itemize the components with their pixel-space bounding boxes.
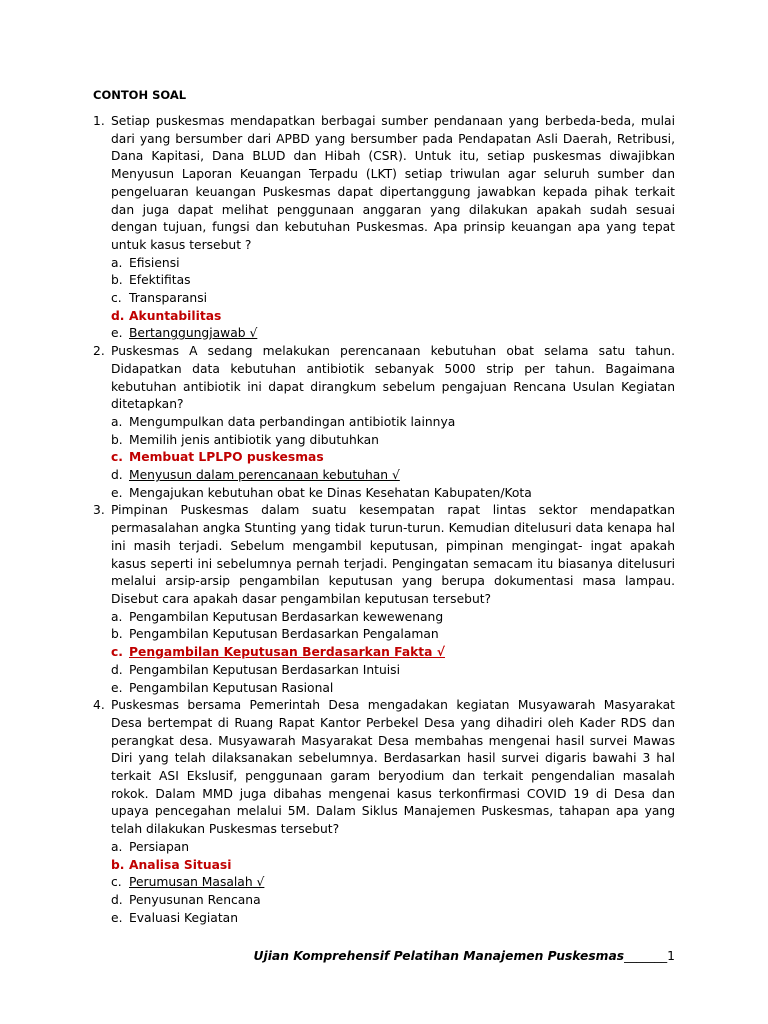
question-number: 1. bbox=[93, 114, 105, 128]
option-a bbox=[111, 839, 675, 857]
option-list bbox=[111, 255, 675, 344]
option-list bbox=[111, 414, 675, 503]
option-b bbox=[111, 626, 675, 644]
option-b bbox=[111, 272, 675, 290]
option-d-highlighted bbox=[111, 308, 675, 326]
option-letter: a. bbox=[111, 414, 123, 429]
question-4 bbox=[93, 697, 675, 927]
question-number: 3. bbox=[93, 503, 105, 518]
option-text: Transparansi bbox=[129, 291, 208, 306]
option-text: Pengambilan Keputusan Berdasarkan kewewenang bbox=[129, 609, 444, 624]
option-text: Pengambilan Keputusan Berdasarkan Pengalaman bbox=[129, 627, 439, 642]
option-letter: e. bbox=[111, 680, 123, 695]
option-text: Evaluasi Kegiatan bbox=[129, 910, 238, 925]
option-text: Penyusunan Rencana bbox=[129, 892, 261, 907]
option-text: Pengambilan Keputusan Rasional bbox=[129, 680, 334, 695]
option-d-checked bbox=[111, 467, 675, 485]
option-letter: d. bbox=[111, 892, 123, 907]
page-title: CONTOH SOAL bbox=[93, 88, 187, 102]
question-number: 4. bbox=[93, 698, 105, 713]
option-text: Pengambilan Keputusan Berdasarkan Fakta √ bbox=[129, 645, 445, 660]
option-text: Persiapan bbox=[129, 839, 190, 854]
option-c-highlighted-checked bbox=[111, 644, 675, 662]
option-letter: c. bbox=[111, 450, 123, 465]
option-letter: b. bbox=[111, 857, 125, 872]
option-letter: a. bbox=[111, 609, 123, 624]
option-text: Bertanggungjawab √ bbox=[129, 326, 258, 341]
option-text: Efektifitas bbox=[129, 273, 191, 288]
question-body bbox=[111, 113, 675, 343]
question-3 bbox=[93, 502, 675, 697]
option-c bbox=[111, 290, 675, 308]
option-text: Perumusan Masalah √ bbox=[129, 875, 265, 890]
option-e bbox=[111, 485, 675, 503]
question-2 bbox=[93, 343, 675, 502]
question-list bbox=[93, 113, 675, 927]
question-body bbox=[111, 343, 675, 502]
option-e bbox=[111, 680, 675, 698]
page-number: 1 bbox=[667, 949, 675, 963]
question-text: Setiap puskesmas mendapatkan berbagai sumber pendanaan yang berbeda-beda, mulai dari yang bersumber dari APBD yang bersumber pada Pendapatan Asli Daerah, Retribusi, Dana Kapitasi, Dana BLUD dan Hibah (CSR). Untuk itu, setiap puskesmas diwajibkan Menyusun Laporan Keuangan Terpadu (LKT) setiap triwulan agar seluruh sumber dan pengeluaran keuangan Puskesmas dapat dipertanggung jawabkan kepada pihak terkait dan juga dapat melihat penggunaan anggaran yang dilakukan apakah sudah sesuai dengan tujuan, fungsi dan kebutuhan Puskesmas. Apa prinsip keuangan apa yang tepat untuk kasus tersebut ? bbox=[111, 114, 675, 252]
option-letter: e. bbox=[111, 485, 123, 500]
option-text: Menyusun dalam perencanaan kebutuhan √ bbox=[129, 468, 400, 483]
option-text: Efisiensi bbox=[129, 255, 180, 270]
option-letter: b. bbox=[111, 432, 123, 447]
option-c-checked bbox=[111, 874, 675, 892]
page-footer bbox=[254, 948, 676, 964]
option-letter: a. bbox=[111, 255, 123, 270]
option-d bbox=[111, 892, 675, 910]
option-e-checked bbox=[111, 325, 675, 343]
question-body bbox=[111, 697, 675, 927]
option-b-highlighted bbox=[111, 857, 675, 875]
option-text: Pengambilan Keputusan Berdasarkan Intuisi bbox=[129, 662, 401, 677]
option-a bbox=[111, 414, 675, 432]
option-letter: b. bbox=[111, 627, 123, 642]
option-a bbox=[111, 255, 675, 273]
option-letter: e. bbox=[111, 910, 123, 925]
option-a bbox=[111, 609, 675, 627]
option-letter: d. bbox=[111, 308, 125, 323]
option-list bbox=[111, 839, 675, 928]
option-d bbox=[111, 662, 675, 680]
question-text: Pimpinan Puskesmas dalam suatu kesempatan rapat lintas sektor mendapatkan permasalahan angka Stunting yang tidak turun-turun. Kemudian ditelusuri data kenapa hal ini masih terjadi. Sebelum mengambil keputusan, pimpinan mengingat- ingat apakah kasus seperti ini sebelumnya pernah terjadi. Pengingatan semacam itu biasanya ditelusuri melalui arsip-arsip pengambilan keputusan yang berupa dokumentasi masa lampau. Disebut cara apakah dasar pengambilan keputusan tersebut? bbox=[111, 503, 675, 606]
option-c-highlighted bbox=[111, 449, 675, 467]
option-letter: a. bbox=[111, 839, 123, 854]
option-text: Memilih jenis antibiotik yang dibutuhkan bbox=[129, 432, 379, 447]
footer-title: Ujian Komprehensif Pelatihan Manajemen Puskesmas bbox=[253, 949, 625, 963]
question-number: 2. bbox=[93, 344, 105, 359]
option-text: Mengajukan kebutuhan obat ke Dinas Kesehatan Kabupaten/Kota bbox=[129, 485, 532, 500]
question-text: Puskesmas A sedang melakukan perencanaan kebutuhan obat selama satu tahun. Didapatkan data kebutuhan antibiotik sebanyak 5000 strip per tahun. Bagaimana kebutuhan antibiotik ini dapat dirangkum sebelum pengajuan Rencana Usulan Kegiatan ditetapkan? bbox=[111, 344, 675, 412]
question-1 bbox=[93, 113, 675, 343]
option-letter: d. bbox=[111, 662, 123, 677]
option-letter: c. bbox=[111, 291, 122, 306]
option-b bbox=[111, 432, 675, 450]
option-letter: b. bbox=[111, 273, 123, 288]
question-body bbox=[111, 502, 675, 697]
option-letter: d. bbox=[111, 468, 123, 483]
option-letter: c. bbox=[111, 645, 123, 660]
option-text: Membuat LPLPO puskesmas bbox=[129, 450, 324, 465]
option-text: Mengumpulkan data perbandingan antibiotik lainnya bbox=[129, 414, 456, 429]
question-text: Puskesmas bersama Pemerintah Desa mengadakan kegiatan Musyawarah Masyarakat Desa bertempat di Ruang Rapat Kantor Perbekel Desa yang dihadiri oleh Kader RDS dan perangkat desa. Musyawarah Masyarakat Desa membahas mengenai hasil survei Mawas Diri yang telah dilaksanakan sebelumnya. Berdasarkan hasil survei digaris bawahi 3 hal terkait ASI Ekslusif, penggunaan garam beryodium dan terkait pengendalian masalah rokok. Dalam MMD juga dibahas mengenai kasus terkonfirmasi COVID 19 di Desa dan upaya pencegahan melalui 5M. Dalam Siklus Manajemen Puskesmas, tahapan apa yang telah dilakukan Puskesmas tersebut? bbox=[111, 698, 675, 837]
option-text: Analisa Situasi bbox=[129, 857, 232, 872]
option-letter: c. bbox=[111, 875, 122, 890]
option-list bbox=[111, 609, 675, 698]
footer-separator: _______ bbox=[624, 949, 668, 963]
option-e bbox=[111, 910, 675, 928]
option-text: Akuntabilitas bbox=[129, 308, 222, 323]
option-letter: e. bbox=[111, 326, 123, 341]
